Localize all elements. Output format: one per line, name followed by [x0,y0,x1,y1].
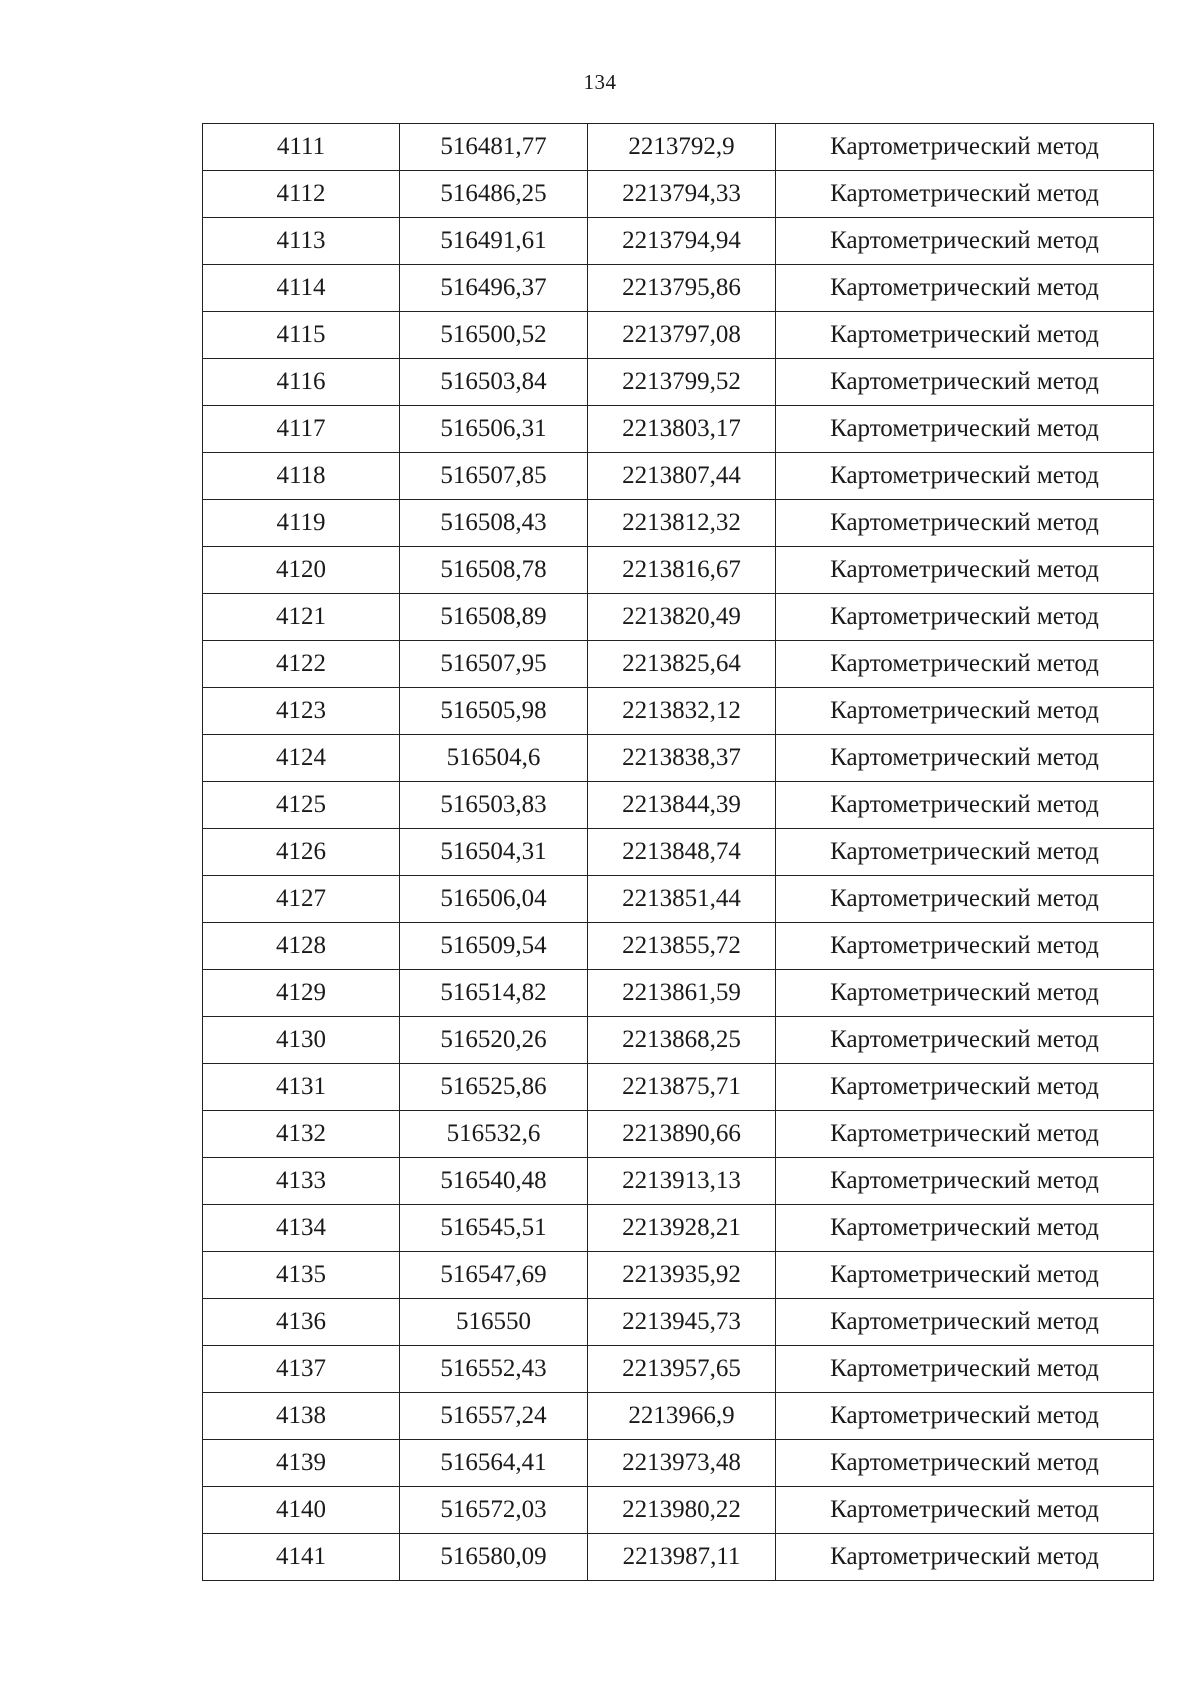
method-cell: Картометрический метод [776,923,1154,970]
point-number-cell: 4132 [203,1111,400,1158]
x-coordinate-cell: 516496,37 [400,265,588,312]
method-cell: Картометрический метод [776,1393,1154,1440]
table-row [203,1064,1154,1111]
x-coordinate-cell: 516491,61 [400,218,588,265]
x-coordinate-cell: 516504,6 [400,735,588,782]
method-cell: Картометрический метод [776,970,1154,1017]
point-number-cell: 4141 [203,1534,400,1581]
table-row [203,641,1154,688]
table-row [203,500,1154,547]
y-coordinate-cell: 2213812,32 [588,500,776,547]
method-cell: Картометрический метод [776,359,1154,406]
method-cell: Картометрический метод [776,1158,1154,1205]
method-cell: Картометрический метод [776,547,1154,594]
y-coordinate-cell: 2213848,74 [588,829,776,876]
y-coordinate-cell: 2213844,39 [588,782,776,829]
table-row [203,406,1154,453]
y-coordinate-cell: 2213832,12 [588,688,776,735]
x-coordinate-cell: 516507,85 [400,453,588,500]
point-number-cell: 4115 [203,312,400,359]
y-coordinate-cell: 2213861,59 [588,970,776,1017]
x-coordinate-cell: 516500,52 [400,312,588,359]
x-coordinate-cell: 516507,95 [400,641,588,688]
method-cell: Картометрический метод [776,171,1154,218]
x-coordinate-cell: 516508,89 [400,594,588,641]
x-coordinate-cell: 516486,25 [400,171,588,218]
method-cell: Картометрический метод [776,406,1154,453]
table-row [203,1346,1154,1393]
method-cell: Картометрический метод [776,124,1154,171]
x-coordinate-cell: 516504,31 [400,829,588,876]
x-coordinate-cell: 516503,83 [400,782,588,829]
x-coordinate-cell: 516532,6 [400,1111,588,1158]
point-number-cell: 4118 [203,453,400,500]
x-coordinate-cell: 516520,26 [400,1017,588,1064]
table-row [203,829,1154,876]
method-cell: Картометрический метод [776,500,1154,547]
method-cell: Картометрический метод [776,1111,1154,1158]
table-row [203,1158,1154,1205]
y-coordinate-cell: 2213816,67 [588,547,776,594]
point-number-cell: 4122 [203,641,400,688]
x-coordinate-cell: 516580,09 [400,1534,588,1581]
method-cell: Картометрический метод [776,218,1154,265]
point-number-cell: 4111 [203,124,400,171]
method-cell: Картометрический метод [776,1064,1154,1111]
y-coordinate-cell: 2213838,37 [588,735,776,782]
method-cell: Картометрический метод [776,1534,1154,1581]
y-coordinate-cell: 2213957,65 [588,1346,776,1393]
x-coordinate-cell: 516550 [400,1299,588,1346]
point-number-cell: 4114 [203,265,400,312]
table-row [203,923,1154,970]
table-row [203,782,1154,829]
table-row [203,359,1154,406]
coordinates-table [202,123,1154,1581]
point-number-cell: 4123 [203,688,400,735]
method-cell: Картометрический метод [776,1205,1154,1252]
table-row [203,547,1154,594]
table-row [203,1111,1154,1158]
point-number-cell: 4139 [203,1440,400,1487]
y-coordinate-cell: 2213980,22 [588,1487,776,1534]
point-number-cell: 4112 [203,171,400,218]
table-row [203,265,1154,312]
y-coordinate-cell: 2213799,52 [588,359,776,406]
table-row [203,218,1154,265]
y-coordinate-cell: 2213966,9 [588,1393,776,1440]
y-coordinate-cell: 2213987,11 [588,1534,776,1581]
x-coordinate-cell: 516506,04 [400,876,588,923]
y-coordinate-cell: 2213794,94 [588,218,776,265]
y-coordinate-cell: 2213913,13 [588,1158,776,1205]
table-row [203,688,1154,735]
point-number-cell: 4140 [203,1487,400,1534]
x-coordinate-cell: 516547,69 [400,1252,588,1299]
x-coordinate-cell: 516508,43 [400,500,588,547]
method-cell: Картометрический метод [776,1487,1154,1534]
x-coordinate-cell: 516481,77 [400,124,588,171]
y-coordinate-cell: 2213797,08 [588,312,776,359]
coordinates-table-body [203,124,1154,1581]
table-row [203,312,1154,359]
y-coordinate-cell: 2213825,64 [588,641,776,688]
table-row [203,1393,1154,1440]
method-cell: Картометрический метод [776,312,1154,359]
table-row [203,1440,1154,1487]
method-cell: Картометрический метод [776,1299,1154,1346]
method-cell: Картометрический метод [776,688,1154,735]
x-coordinate-cell: 516572,03 [400,1487,588,1534]
point-number-cell: 4117 [203,406,400,453]
point-number-cell: 4119 [203,500,400,547]
table-row [203,1299,1154,1346]
table-row [203,594,1154,641]
method-cell: Картометрический метод [776,1440,1154,1487]
y-coordinate-cell: 2213935,92 [588,1252,776,1299]
point-number-cell: 4136 [203,1299,400,1346]
point-number-cell: 4126 [203,829,400,876]
table-row [203,970,1154,1017]
y-coordinate-cell: 2213820,49 [588,594,776,641]
method-cell: Картометрический метод [776,829,1154,876]
y-coordinate-cell: 2213973,48 [588,1440,776,1487]
table-row [203,876,1154,923]
method-cell: Картометрический метод [776,453,1154,500]
table-row [203,1487,1154,1534]
x-coordinate-cell: 516508,78 [400,547,588,594]
table-row [203,1252,1154,1299]
x-coordinate-cell: 516525,86 [400,1064,588,1111]
method-cell: Картометрический метод [776,641,1154,688]
point-number-cell: 4137 [203,1346,400,1393]
table-row [203,735,1154,782]
point-number-cell: 4121 [203,594,400,641]
table-row [203,1205,1154,1252]
y-coordinate-cell: 2213792,9 [588,124,776,171]
y-coordinate-cell: 2213794,33 [588,171,776,218]
y-coordinate-cell: 2213890,66 [588,1111,776,1158]
x-coordinate-cell: 516503,84 [400,359,588,406]
x-coordinate-cell: 516552,43 [400,1346,588,1393]
method-cell: Картометрический метод [776,1346,1154,1393]
x-coordinate-cell: 516509,54 [400,923,588,970]
x-coordinate-cell: 516505,98 [400,688,588,735]
point-number-cell: 4116 [203,359,400,406]
x-coordinate-cell: 516545,51 [400,1205,588,1252]
y-coordinate-cell: 2213928,21 [588,1205,776,1252]
method-cell: Картометрический метод [776,735,1154,782]
point-number-cell: 4134 [203,1205,400,1252]
y-coordinate-cell: 2213803,17 [588,406,776,453]
method-cell: Картометрический метод [776,1252,1154,1299]
point-number-cell: 4120 [203,547,400,594]
point-number-cell: 4130 [203,1017,400,1064]
y-coordinate-cell: 2213795,86 [588,265,776,312]
table-row [203,171,1154,218]
point-number-cell: 4125 [203,782,400,829]
x-coordinate-cell: 516557,24 [400,1393,588,1440]
x-coordinate-cell: 516514,82 [400,970,588,1017]
point-number-cell: 4131 [203,1064,400,1111]
table-row [203,1017,1154,1064]
y-coordinate-cell: 2213945,73 [588,1299,776,1346]
page-number: 134 [583,70,617,94]
x-coordinate-cell: 516564,41 [400,1440,588,1487]
method-cell: Картометрический метод [776,782,1154,829]
method-cell: Картометрический метод [776,594,1154,641]
point-number-cell: 4124 [203,735,400,782]
x-coordinate-cell: 516506,31 [400,406,588,453]
point-number-cell: 4135 [203,1252,400,1299]
point-number-cell: 4133 [203,1158,400,1205]
point-number-cell: 4127 [203,876,400,923]
y-coordinate-cell: 2213807,44 [588,453,776,500]
y-coordinate-cell: 2213868,25 [588,1017,776,1064]
point-number-cell: 4113 [203,218,400,265]
method-cell: Картометрический метод [776,265,1154,312]
point-number-cell: 4129 [203,970,400,1017]
point-number-cell: 4138 [203,1393,400,1440]
y-coordinate-cell: 2213875,71 [588,1064,776,1111]
table-row [203,124,1154,171]
method-cell: Картометрический метод [776,1017,1154,1064]
point-number-cell: 4128 [203,923,400,970]
y-coordinate-cell: 2213851,44 [588,876,776,923]
table-row [203,1534,1154,1581]
table-row [203,453,1154,500]
x-coordinate-cell: 516540,48 [400,1158,588,1205]
method-cell: Картометрический метод [776,876,1154,923]
y-coordinate-cell: 2213855,72 [588,923,776,970]
